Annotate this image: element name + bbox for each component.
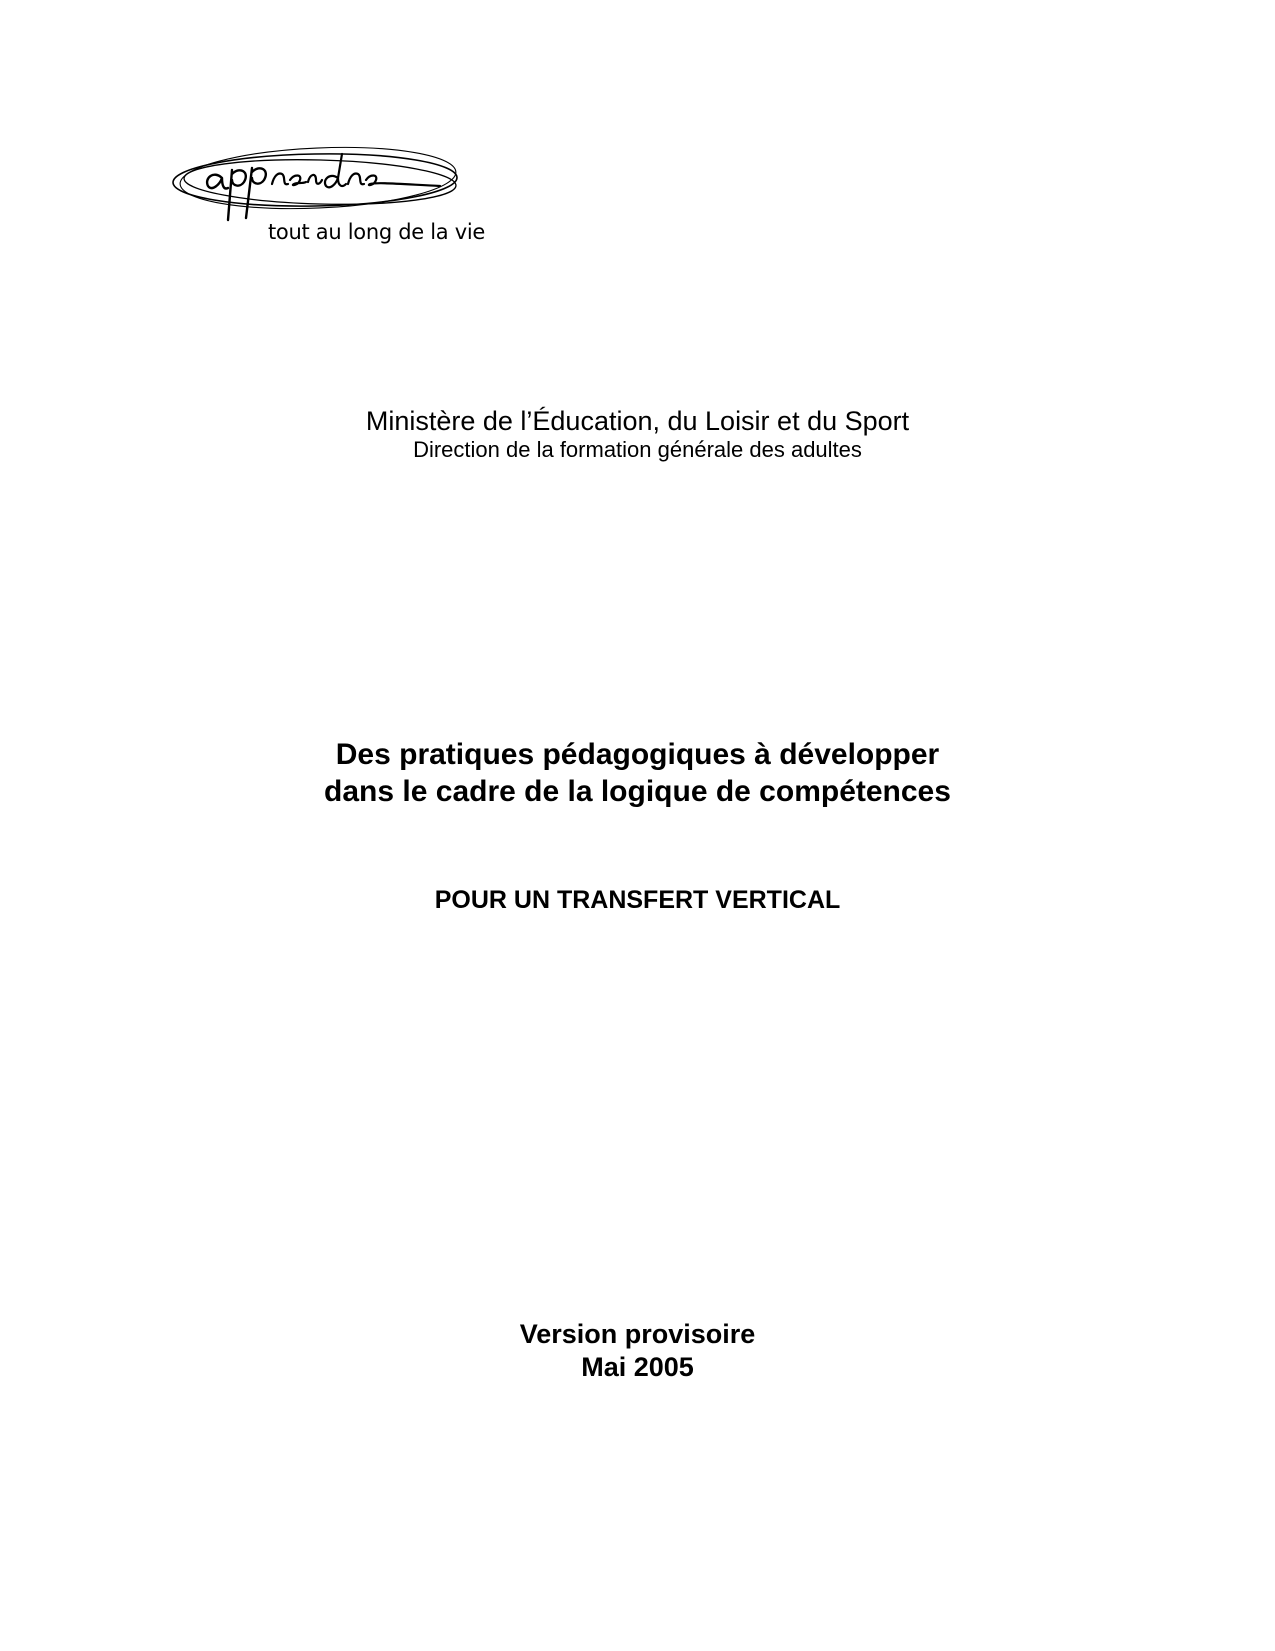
ministry-name: Ministère de l’Éducation, du Loisir et du Sport xyxy=(365,406,910,436)
apprendre-logo xyxy=(170,140,490,250)
apprendre-script-swirl xyxy=(170,140,490,230)
document-title-line-2: dans le cadre de la logique de compétences xyxy=(324,775,951,808)
logo-tagline: tout au long de la vie xyxy=(268,220,486,244)
ministry-direction: Direction de la formation générale des adultes xyxy=(413,437,862,462)
document-title-line-1: Des pratiques pédagogiques à développer xyxy=(335,738,940,771)
document-title xyxy=(0,736,1275,810)
version-label: Version provisoire xyxy=(519,1319,756,1349)
version-date: Mai 2005 xyxy=(581,1352,694,1382)
version-block xyxy=(0,1318,1275,1384)
ministry-header xyxy=(0,405,1275,463)
document-subtitle: POUR UN TRANSFERT VERTICAL xyxy=(434,886,841,914)
